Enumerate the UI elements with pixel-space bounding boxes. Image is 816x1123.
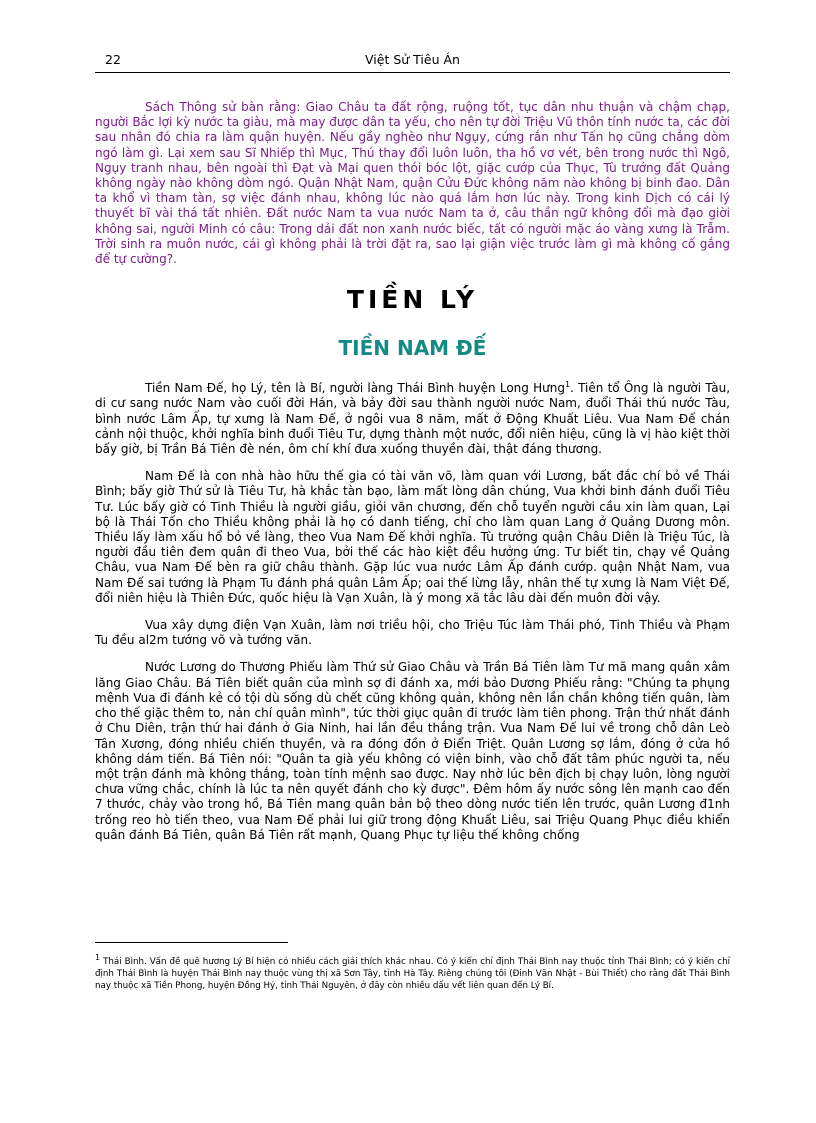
paragraph-2: Nam Đế là con nhà hào hữu thế gia có tài văn võ, làm quan với Lương, bất đắc chí bỏ về Thái Bình; bấy giờ Thứ sử là Tiêu Tư, hà khắc tàn bạo, làm mất lòng dân chúng, Vua khởi binh đánh đuổi Tiêu Tư. Lúc bấy giờ có Tinh Thiều là người giầu, giỏi văn chương, đến chỗ tuyển người cầu xin làm quan, Lại bộ là Thái Tốn cho Thiều không phải là họ có danh tiếng, chỉ cho làm quan Lang ở Quảng Dương môn. Thiều lấy làm xấu hổ bỏ về làng, theo Vua Nam Đế khởi nghĩa. Tù trưởng quận Châu Diên là Triệu Túc, là người đầu tiên đem quân đi theo Vua, bởi thế các hào kiệt đều hưởng ứng. Tư biết tin, chạy về Quảng Châu, vua Nam Đế bèn ra giữ châu thành. Gặp lúc vua nước Lâm Ấp đánh cướp. quận Nhật Nam, vua Nam Đế sai tướng là Phạm Tu đánh phá quân Lâm Ấp; oai thế lừng lẫy, nhân thế tự xưng là Nam Việt Đế, đổi niên hiệu là Thiên Đức, quốc hiệu là Vạn Xuân, là ý mong xã tắc lâu dài đến muôn đời vậy. xyxy=(95,469,730,605)
paragraph-1-text-a: Tiền Nam Đế, họ Lý, tên là Bí, người làng Thái Bình huyện Long Hưng xyxy=(145,381,565,396)
paragraph-1 xyxy=(95,381,730,457)
footnote-reference[interactable]: 1 xyxy=(564,380,571,390)
paragraph-3: Vua xây dựng điện Vạn Xuân, làm nơi triều hội, cho Triệu Túc làm Thái phó, Tinh Thiều và Phạm Tu đều al2m tướng võ và tướng văn. xyxy=(95,618,730,648)
paragraph-1-text-b: . Tiên tổ Ông là người Tàu, di cư sang nước Nam vào cuối đời Hán, và bảy đời sau thành người nước Nam, đuổi Thái thú nước Tàu, bình nước Lâm Ấp, tự xưng là Nam Đế, ở ngôi vua 8 năm, mất ở Động Khuất Liêu. Vua Nam Đế chán cảnh nội thuộc, khởi nghĩa binh đuổi Tiêu Tư, dựng thành một nước, đổi niên hiệu, cũng là vị hào kiệt thời bấy giờ, bị Trần Bá Tiên đè nén, ôm chí khí đưa xuống thuyền đài, thật đáng thương. xyxy=(95,381,731,457)
footnote-text: Thái Bình. Vấn đề quê hương Lý Bí hiện có nhiều cách giải thích khác nhau. Có ý kiến chỉ định Thái Bình nay thuộc tỉnh Thái Bình; có ý kiến chỉ định Thái Bình là huyện Thái Bình nay thuộc vùng thị xã Sơn Tây, tỉnh Hà Tây. Riêng chúng tôi (Đinh Văn Nhật - Bùi Thiết) cho rằng đất Thái Bình nay thuộc xã Tiền Phong, huyện Đồng Hỷ, tỉnh Thái Nguyên, ở đây còn nhiều dấu vết liên quan đến Lý Bí. xyxy=(95,957,730,991)
intro-paragraph: Sách Thông sử bàn rằng: Giao Châu ta đất rộng, ruộng tốt, tục dân nhu thuận và chậm chạp, người Bắc lợi kỳ nước ta giàu, mà may được dân ta yếu, cho nên tự đời Triệu Vũ thôn tính nước ta, các đời sau nhân đó chia ra làm quận huyện. Nếu gầy nghèo như Ngụy, cứng rắn như Tấn họ cũng chẳng dòm ngó làm gì. Lại xem sau Sĩ Nhiếp thì Mục, Thú thay đổi luôn luôn, tha hồ vơ vét, bên trong nước thì Ngô, Ngụy tranh nhau, bên ngoài thì Đạt và Mại quen thói bóc lột, giặc cướp của Thục, Tù trưởng đất Quảng không ngày nào không dòm ngó. Quận Nhật Nam, quận Cửu Đức không năm nào không bị binh đao. Dân ta khổ vì tham tàn, sợ việc đánh nhau, không lúc nào quá lắm hơn lúc này. Trong kinh Dịch có cái lý thuyết bĩ vài thá tất nhiên. Đất nước Nam ta vua nước Nam ta ở, câu thần ngữ không đổi mà đạo giời không sai, người Minh có câu: Trong dải đất non xanh nước biếc, tất có người mặc áo vàng xưng là Trẫm. Trời sinh ra muôn nước, cái gì không phải là trời đặt ra, sao lại giận việc trước làm gì mà không cố gắng để tự cường?. xyxy=(95,100,730,267)
page-body xyxy=(95,100,730,855)
paragraph-4: Nước Lương do Thương Phiếu làm Thứ sử Giao Châu và Trần Bá Tiên làm Tư mã mang quân xâm lăng Giao Châu. Bá Tiên biết quân của mình sợ đi đánh xa, mới bảo Dương Phiếu rằng: "Chúng ta phụng mệnh Vua đi đánh kẻ có tội dù sống dù chết cũng không quản, không nên lần chần không tiến quân, làm cho thế giặc thêm to, nản chí quân mình", tức thời giục quân đi trước làm tiên phong. Trận thứ nhất đánh ở Chu Diên, trận thứ hai đánh ở Gia Ninh, hai lần đều thắng trận. Vua Nam Đế lui về trong chỗ dân Leò Tân Xương, đóng nhiều chiến thuyền, và ra đóng đồn ở Điển Triệt. Quân Lương sợ lắm, đóng ở cửa hồ không dám tiến. Bá Tiên nói: "Quân ta già yếu không có viện binh, vào chỗ đất tâm phúc người ta, nếu một trận đánh mà không thắng, toàn tính mệnh sao được. Nay nhờ lúc bên địch bị chạy luôn, lòng người chưa vững chắc, chính là lúc ta nên quyết đánh cho kỳ được". Đêm hôm ấy nước sông lên mạnh cao đến 7 thước, chảy vào trong hồ, Bá Tiên mang quân bản bộ theo dòng nước tiến lên trước, quân Lương đ1nh trống reo hò tiến theo, vua Nam Đế phải lui giữ trong động Khuất Liêu, sai Triệu Quang Phục điều khiển quân đánh Bá Tiên, quân Bá Tiên rất mạnh, Quang Phục tự liệu thế không chống xyxy=(95,660,730,842)
page-header xyxy=(95,50,730,73)
section-title: TIỀN NAM ĐẾ xyxy=(338,336,487,361)
footnote-mark: 1 xyxy=(95,953,101,963)
footnote-separator xyxy=(95,942,288,943)
chapter-title: TIỀN LÝ xyxy=(346,285,479,315)
page-number: 22 xyxy=(105,52,121,67)
running-title: Việt Sử Tiêu Án xyxy=(365,52,460,67)
footnote xyxy=(95,953,730,992)
